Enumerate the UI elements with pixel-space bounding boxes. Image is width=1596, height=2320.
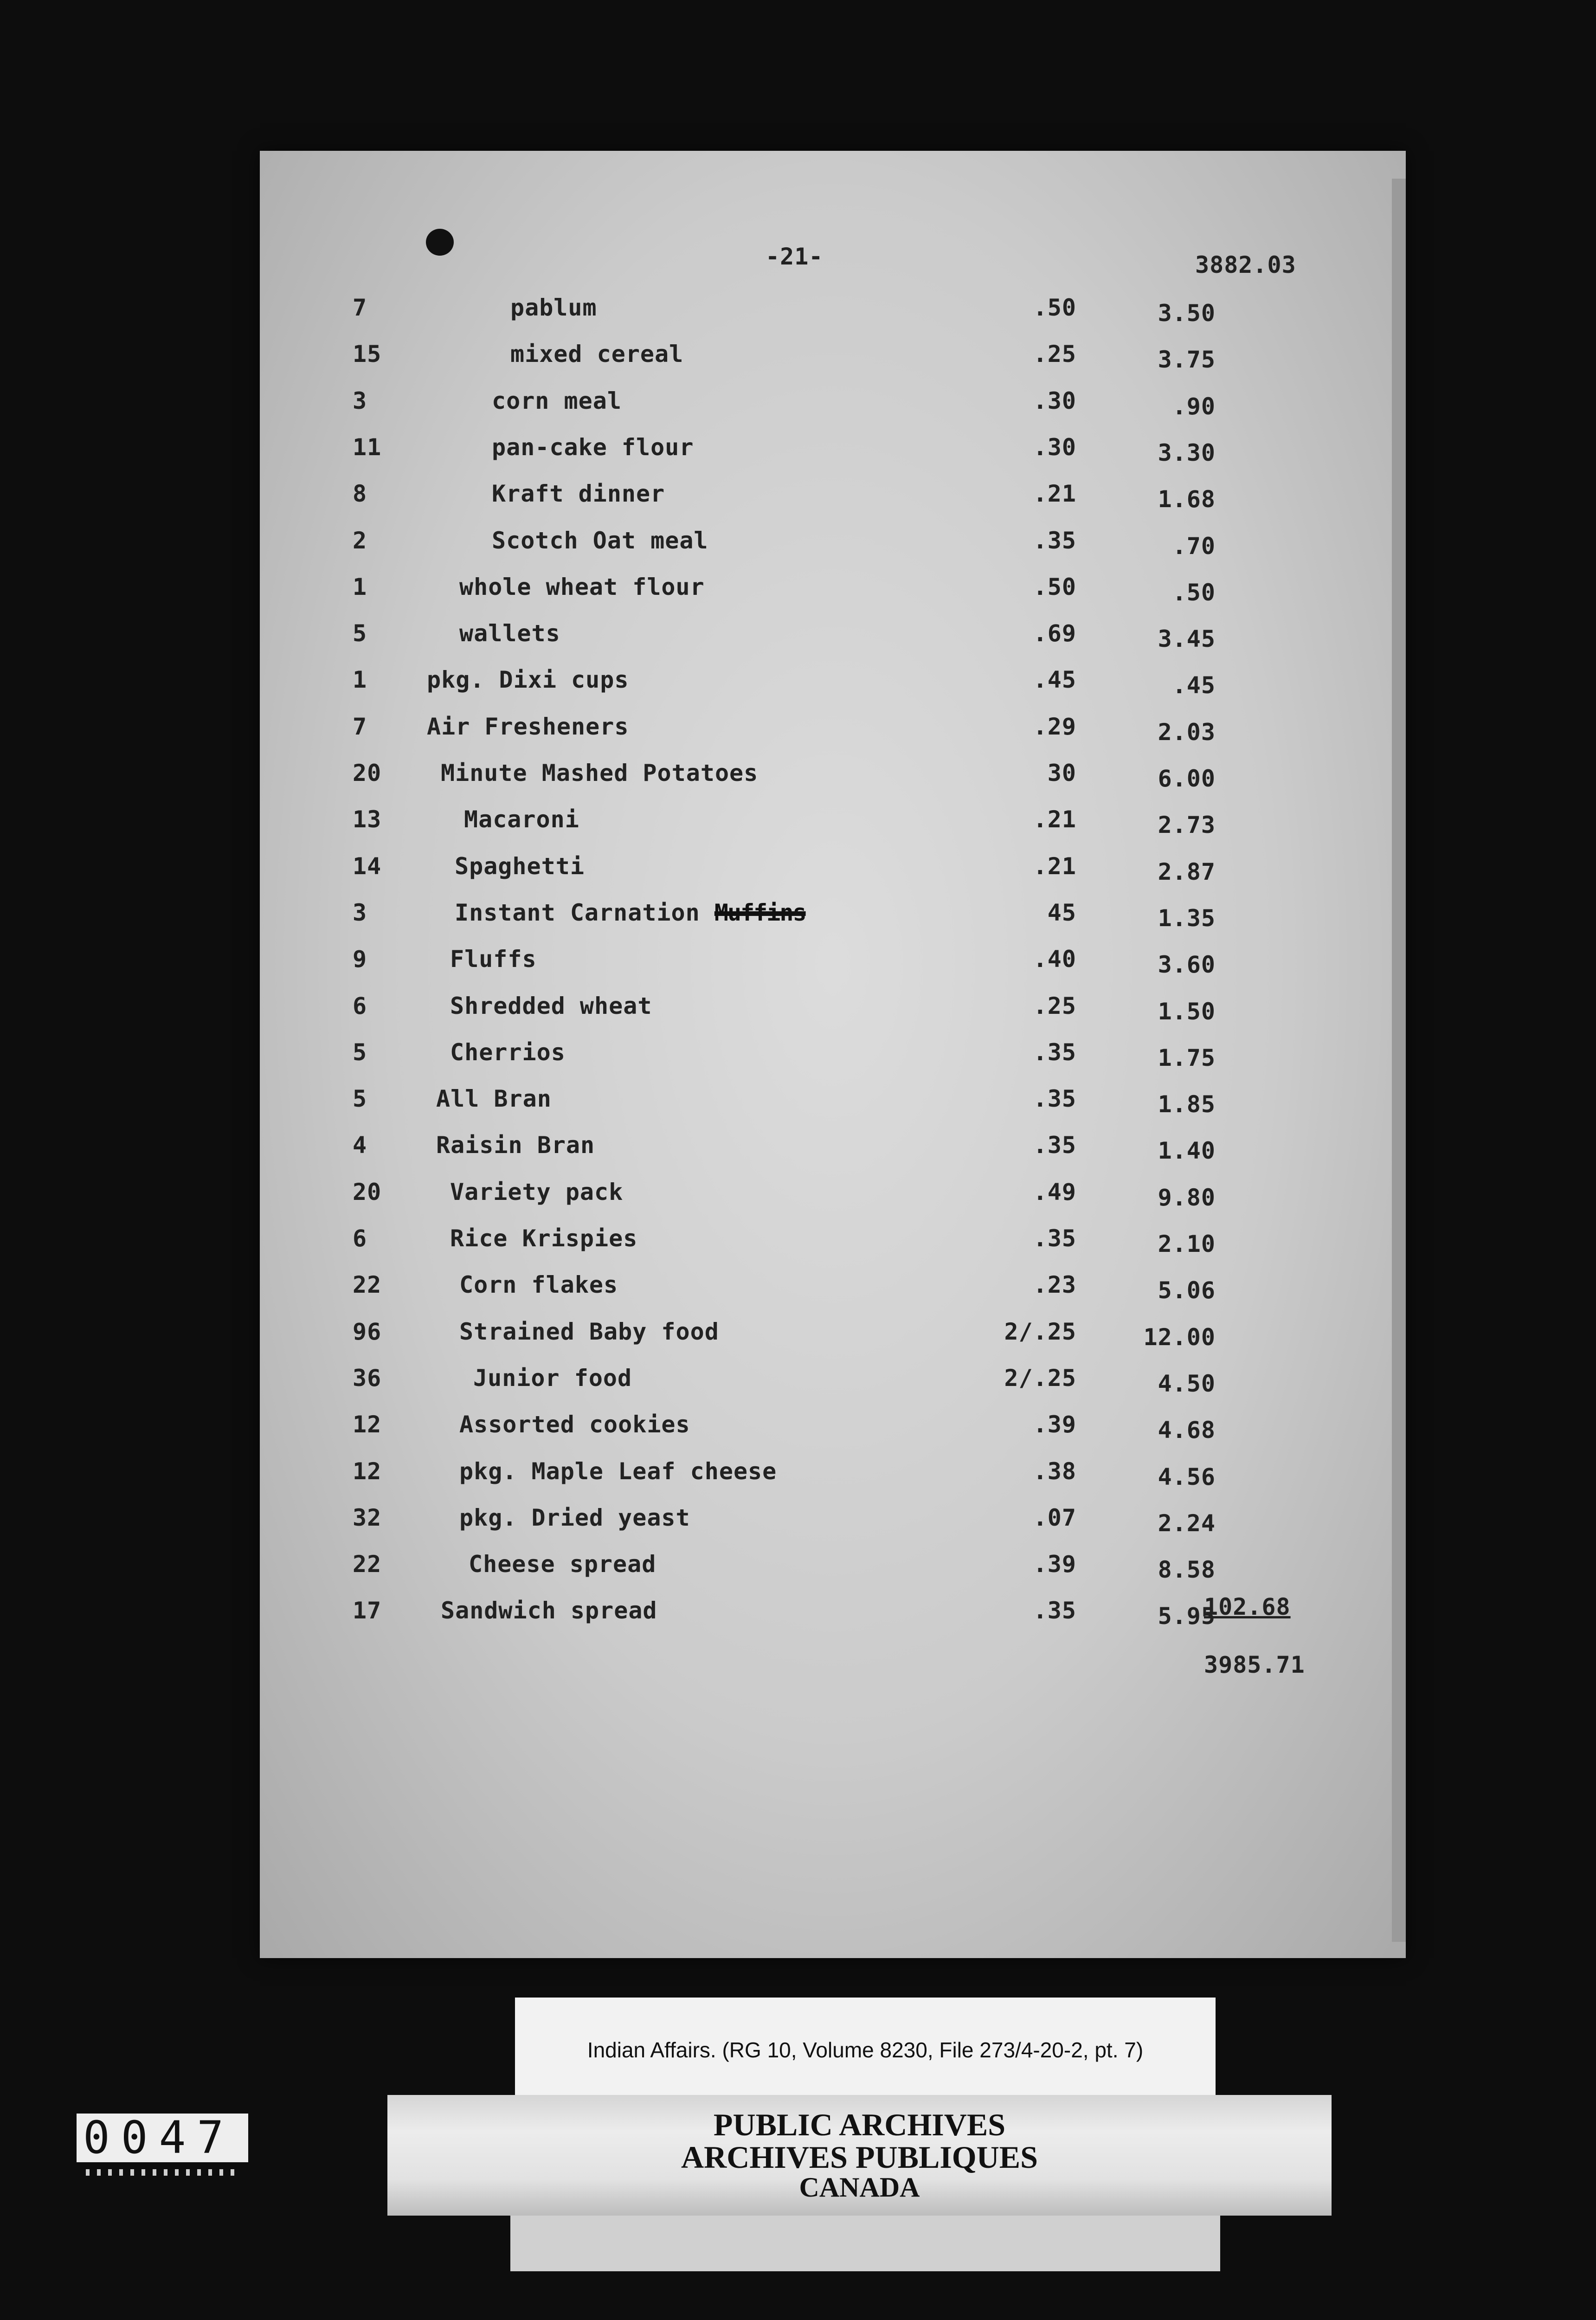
item-amount: 2.87 <box>1158 858 1216 885</box>
item-description-text: Shredded wheat <box>450 992 652 1019</box>
item-unit-price: .25 <box>1033 992 1076 1019</box>
item-description <box>510 341 683 367</box>
punch-hole <box>426 229 454 256</box>
item-unit-price: .39 <box>1033 1551 1076 1578</box>
item-amount: 3.50 <box>1158 300 1216 327</box>
item-unit-price: .23 <box>1033 1271 1076 1298</box>
item-unit-price: .69 <box>1033 620 1076 647</box>
item-unit-price: .38 <box>1033 1458 1076 1485</box>
item-quantity: 6 <box>353 1225 367 1252</box>
item-amount: 3.60 <box>1158 951 1216 978</box>
item-quantity: 5 <box>353 1085 367 1112</box>
item-description <box>455 900 806 926</box>
item-unit-price: .29 <box>1033 713 1076 740</box>
item-description <box>464 806 579 832</box>
item-description <box>459 1458 777 1484</box>
item-description <box>492 528 708 554</box>
item-description-text: wallets <box>459 620 560 647</box>
item-unit-price: 2/.25 <box>1004 1318 1076 1345</box>
item-unit-price: .49 <box>1033 1179 1076 1205</box>
item-description-text: Raisin Bran <box>436 1132 595 1159</box>
item-amount: 4.68 <box>1158 1417 1216 1444</box>
item-quantity: 36 <box>353 1365 382 1392</box>
item-description <box>455 853 585 879</box>
item-description-text: Scotch Oat meal <box>492 527 708 554</box>
item-unit-price: .21 <box>1033 853 1076 880</box>
item-quantity: 17 <box>353 1597 382 1624</box>
item-quantity: 22 <box>353 1271 382 1298</box>
item-quantity: 12 <box>353 1458 382 1485</box>
item-amount: 9.80 <box>1158 1184 1216 1211</box>
item-quantity: 3 <box>353 899 367 926</box>
item-unit-price: .35 <box>1033 1132 1076 1159</box>
item-amount: 12.00 <box>1143 1324 1216 1351</box>
item-description-text: Variety pack <box>450 1179 624 1205</box>
item-description-text: All Bran <box>436 1085 552 1112</box>
item-unit-price: .21 <box>1033 480 1076 507</box>
item-amount: 1.35 <box>1158 905 1216 932</box>
item-quantity: 20 <box>353 1179 382 1205</box>
item-unit-price: .45 <box>1033 666 1076 693</box>
archives-strip-lower <box>510 2216 1220 2271</box>
item-unit-price: .25 <box>1033 341 1076 367</box>
item-description <box>469 1551 656 1577</box>
item-unit-price: .21 <box>1033 806 1076 833</box>
item-amount: 5.06 <box>1158 1277 1216 1304</box>
item-amount: 3.45 <box>1158 625 1216 652</box>
item-description <box>441 760 758 786</box>
item-quantity: 14 <box>353 853 382 880</box>
archives-name-french: ARCHIVES PUBLIQUES <box>681 2140 1038 2175</box>
item-quantity: 2 <box>353 527 367 554</box>
page-edge-shadow <box>1392 179 1406 1942</box>
item-description-text: pkg. Maple Leaf cheese <box>459 1458 777 1485</box>
document-page <box>260 151 1406 1958</box>
item-description-text: mixed cereal <box>510 341 684 367</box>
item-amount: .70 <box>1172 533 1216 560</box>
item-amount: 2.73 <box>1158 812 1216 838</box>
item-description-text: Rice Krispies <box>450 1225 638 1252</box>
item-description-text: Assorted cookies <box>459 1411 690 1438</box>
item-unit-price: .40 <box>1033 946 1076 973</box>
item-quantity: 3 <box>353 387 367 414</box>
item-quantity: 20 <box>353 760 382 786</box>
item-quantity: 96 <box>353 1318 382 1345</box>
item-amount: 3.30 <box>1158 439 1216 466</box>
grand-total: 3985.71 <box>1204 1651 1305 1678</box>
item-amount: 2.10 <box>1158 1231 1216 1257</box>
item-unit-price: 2/.25 <box>1004 1365 1076 1392</box>
item-quantity: 7 <box>353 713 367 740</box>
item-amount: 4.50 <box>1158 1370 1216 1397</box>
item-amount: 3.75 <box>1158 346 1216 373</box>
item-quantity: 1 <box>353 666 367 693</box>
page-number: -21- <box>766 243 824 270</box>
item-description <box>459 620 560 646</box>
item-quantity: 9 <box>353 946 367 973</box>
item-amount: 2.03 <box>1158 719 1216 746</box>
item-description <box>450 946 537 972</box>
archives-name-english: PUBLIC ARCHIVES <box>713 2107 1006 2142</box>
item-amount: 6.00 <box>1158 765 1216 792</box>
frame-number: 0047 <box>77 2114 248 2162</box>
item-description-text: Spaghetti <box>455 853 585 880</box>
item-quantity: 15 <box>353 341 382 367</box>
item-description <box>492 388 622 414</box>
item-quantity: 8 <box>353 480 367 507</box>
item-quantity: 4 <box>353 1132 367 1159</box>
item-unit-price: 30 <box>1047 760 1076 786</box>
item-quantity: 22 <box>353 1551 382 1578</box>
item-description <box>450 1039 566 1065</box>
item-description-text: whole wheat flour <box>459 574 705 600</box>
item-description <box>459 1319 719 1345</box>
item-unit-price: .39 <box>1033 1411 1076 1438</box>
item-amount: 5.95 <box>1158 1603 1216 1630</box>
frame-tick-marks <box>86 2169 239 2176</box>
item-unit-price: .07 <box>1033 1504 1076 1531</box>
item-unit-price: .35 <box>1033 1039 1076 1066</box>
item-quantity: 5 <box>353 1039 367 1066</box>
item-amount: 2.24 <box>1158 1510 1216 1537</box>
item-amount: 1.85 <box>1158 1091 1216 1118</box>
citation-label: Indian Affairs. (RG 10, Volume 8230, File 273/4-20-2, pt. 7) <box>515 1998 1216 2102</box>
item-amount: .45 <box>1172 672 1216 699</box>
item-unit-price: 45 <box>1047 899 1076 926</box>
item-description-text: Minute Mashed Potatoes <box>441 760 759 786</box>
item-description-text: Cheese spread <box>469 1551 656 1578</box>
carried-forward-total: 3882.03 <box>1195 251 1296 278</box>
item-description <box>450 993 652 1019</box>
item-description-text: pkg. Dried yeast <box>459 1504 690 1531</box>
item-quantity: 12 <box>353 1411 382 1438</box>
item-unit-price: .50 <box>1033 294 1076 321</box>
item-description-text: Macaroni <box>464 806 579 833</box>
item-amount: 8.58 <box>1158 1556 1216 1583</box>
item-amount: 1.40 <box>1158 1137 1216 1164</box>
item-description <box>436 1132 595 1158</box>
item-amount: 1.50 <box>1158 998 1216 1025</box>
item-description <box>492 434 694 460</box>
item-description-text: Junior food <box>473 1365 632 1392</box>
item-amount: 1.68 <box>1158 486 1216 513</box>
item-description <box>459 1272 618 1298</box>
page-subtotal: 102.68 <box>1204 1593 1291 1620</box>
item-amount: 4.56 <box>1158 1463 1216 1490</box>
item-description <box>450 1225 637 1251</box>
item-description-text: Instant Carnation <box>455 899 700 926</box>
item-amount: .50 <box>1172 579 1216 606</box>
item-description <box>436 1086 552 1112</box>
item-quantity: 13 <box>353 806 382 833</box>
item-unit-price: .50 <box>1033 574 1076 600</box>
item-quantity: 7 <box>353 294 367 321</box>
item-unit-price: .35 <box>1033 1225 1076 1252</box>
item-description <box>459 574 705 600</box>
item-unit-price: .30 <box>1033 434 1076 461</box>
item-amount: 1.75 <box>1158 1044 1216 1071</box>
item-description-text: Corn flakes <box>459 1271 618 1298</box>
item-description-text: pan-cake flour <box>492 434 694 461</box>
item-description-text: Air Fresheners <box>427 713 629 740</box>
item-description <box>441 1598 657 1624</box>
item-description <box>473 1365 632 1391</box>
archives-stamp-strip <box>387 2095 1332 2216</box>
item-description <box>510 295 597 321</box>
item-description-text: pablum <box>510 294 597 321</box>
item-description <box>427 714 629 740</box>
item-description <box>492 481 665 507</box>
item-quantity: 32 <box>353 1504 382 1531</box>
item-description <box>427 667 629 693</box>
item-unit-price: .30 <box>1033 387 1076 414</box>
archives-country: CANADA <box>799 2172 920 2203</box>
item-description-text: corn meal <box>492 387 622 414</box>
item-quantity: 5 <box>353 620 367 647</box>
item-description-text: Sandwich spread <box>441 1597 657 1624</box>
item-description-text: Kraft dinner <box>492 480 665 507</box>
item-amount: .90 <box>1172 393 1216 420</box>
item-description <box>459 1505 690 1531</box>
item-quantity: 1 <box>353 574 367 600</box>
item-description <box>450 1179 623 1205</box>
item-unit-price: .35 <box>1033 1085 1076 1112</box>
item-unit-price: .35 <box>1033 1597 1076 1624</box>
item-description-text: Strained Baby food <box>459 1318 719 1345</box>
item-description-text: Cherrios <box>450 1039 566 1066</box>
item-description-text: pkg. Dixi cups <box>427 666 629 693</box>
crossed-out-word: Muffins <box>714 899 806 926</box>
item-quantity: 6 <box>353 992 367 1019</box>
item-quantity: 11 <box>353 434 382 461</box>
item-unit-price: .35 <box>1033 527 1076 554</box>
item-description-text: Fluffs <box>450 946 537 973</box>
item-description <box>459 1411 690 1437</box>
